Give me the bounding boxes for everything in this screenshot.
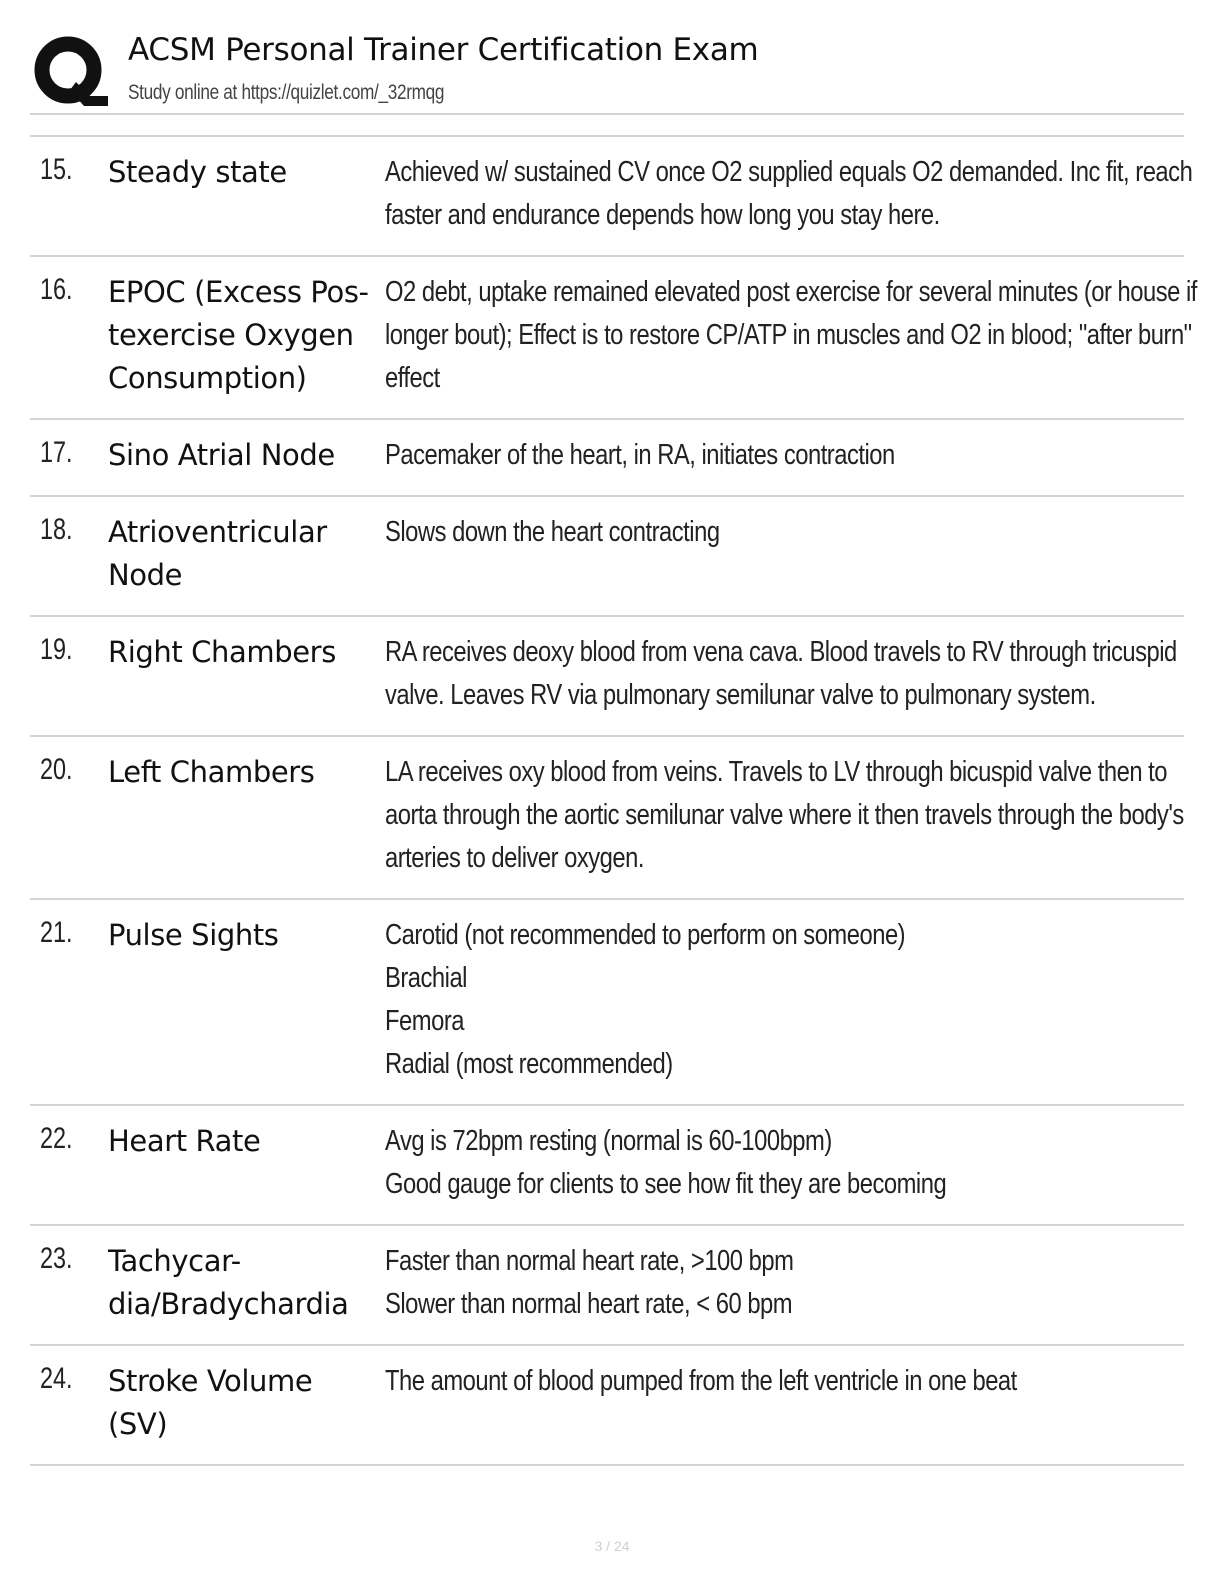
flashcard-row: [30, 900, 1184, 1106]
definition-line: Good gauge for clients to see how fit they are becoming: [385, 1168, 947, 1200]
definition-line: LA receives oxy blood from veins. Travels to LV through bicuspid valve then to: [385, 756, 1168, 788]
definition-line: Pacemaker of the heart, in RA, initiates contraction: [385, 439, 895, 471]
definition-line: Radial (most recommended): [385, 1048, 673, 1080]
card-term: Left Chambers: [108, 755, 315, 789]
flashcard-row: [30, 420, 1184, 497]
page-number: 3 / 24: [594, 1538, 630, 1554]
card-definition: [385, 1120, 1172, 1206]
flashcard-row: [30, 1346, 1184, 1466]
card-number: 18.: [40, 513, 73, 546]
definition-line: effect: [385, 362, 440, 394]
definition-line: longer bout); Effect is to restore CP/ATP in muscles and O2 in blood; "after burn": [385, 319, 1192, 351]
card-definition: [385, 271, 1197, 400]
study-link-text: Study online at https://quizlet.com/_32rmqg: [128, 81, 445, 104]
card-term: EPOC (Excess Pos-texercise Oxygen Consumption): [108, 275, 369, 395]
flashcard-row: [30, 257, 1197, 420]
card-term: Pulse Sights: [108, 918, 279, 952]
card-number: 20.: [40, 753, 73, 786]
definition-line: aorta through the aortic semilunar valve where it then travels through the body's: [385, 799, 1184, 831]
quizlet-logo-icon: [32, 32, 110, 110]
card-definition: [385, 1360, 1172, 1403]
card-definition: [385, 1240, 1172, 1326]
card-term: Sino Atrial Node: [108, 438, 335, 472]
definition-line: Brachial: [385, 962, 467, 994]
definition-line: valve. Leaves RV via pulmonary semilunar valve to pulmonary system.: [385, 679, 1096, 711]
flashcard-row: [30, 137, 1193, 257]
card-number: 21.: [40, 916, 73, 949]
page-title: ACSM Personal Trainer Certification Exam: [128, 32, 759, 68]
card-term: Atrioventricular Node: [108, 515, 327, 592]
definition-line: RA receives deoxy blood from vena cava. Blood travels to RV through tricuspid: [385, 636, 1177, 668]
definition-line: faster and endurance depends how long you stay here.: [385, 199, 940, 231]
definition-line: Carotid (not recommended to perform on someone): [385, 919, 906, 951]
flashcard-list: [30, 137, 1197, 1466]
definition-line: Femora: [385, 1005, 464, 1037]
definition-line: Faster than normal heart rate, >100 bpm: [385, 1245, 794, 1277]
definition-line: The amount of blood pumped from the left ventricle in one beat: [385, 1365, 1017, 1397]
card-term: Right Chambers: [108, 635, 336, 669]
card-definition: [385, 914, 1172, 1086]
definition-line: O2 debt, uptake remained elevated post exercise for several minutes (or house if: [385, 276, 1197, 308]
card-number: 24.: [40, 1362, 73, 1395]
flashcard-row: [30, 1106, 1184, 1226]
card-number: 16.: [40, 273, 73, 306]
definition-line: Achieved w/ sustained CV once O2 supplied equals O2 demanded. Inc fit, reach: [385, 156, 1193, 188]
card-definition: [385, 631, 1177, 717]
flashcard-row: [30, 497, 1184, 617]
header-divider: [30, 113, 1184, 115]
card-number: 22.: [40, 1122, 73, 1155]
card-definition: [385, 511, 1172, 554]
flashcard-row: [30, 737, 1184, 900]
card-term: Steady state: [108, 155, 287, 189]
card-number: 19.: [40, 633, 73, 666]
card-term: Stroke Volume (SV): [108, 1364, 313, 1441]
card-number: 17.: [40, 436, 73, 469]
document-header: [30, 28, 1184, 114]
definition-line: Avg is 72bpm resting (normal is 60-100bpm): [385, 1125, 832, 1157]
flashcard-row: [30, 1226, 1184, 1346]
definition-line: Slower than normal heart rate, < 60 bpm: [385, 1288, 793, 1320]
flashcard-row: [30, 617, 1184, 737]
definition-line: Slows down the heart contracting: [385, 516, 720, 548]
card-definition: [385, 151, 1193, 237]
card-term: Heart Rate: [108, 1124, 261, 1158]
card-definition: [385, 434, 1172, 477]
definition-line: arteries to deliver oxygen.: [385, 842, 645, 874]
card-term: Tachycar-dia/Bradychardia: [108, 1244, 349, 1321]
card-number: 23.: [40, 1242, 73, 1275]
card-number: 15.: [40, 153, 73, 186]
card-definition: [385, 751, 1184, 880]
